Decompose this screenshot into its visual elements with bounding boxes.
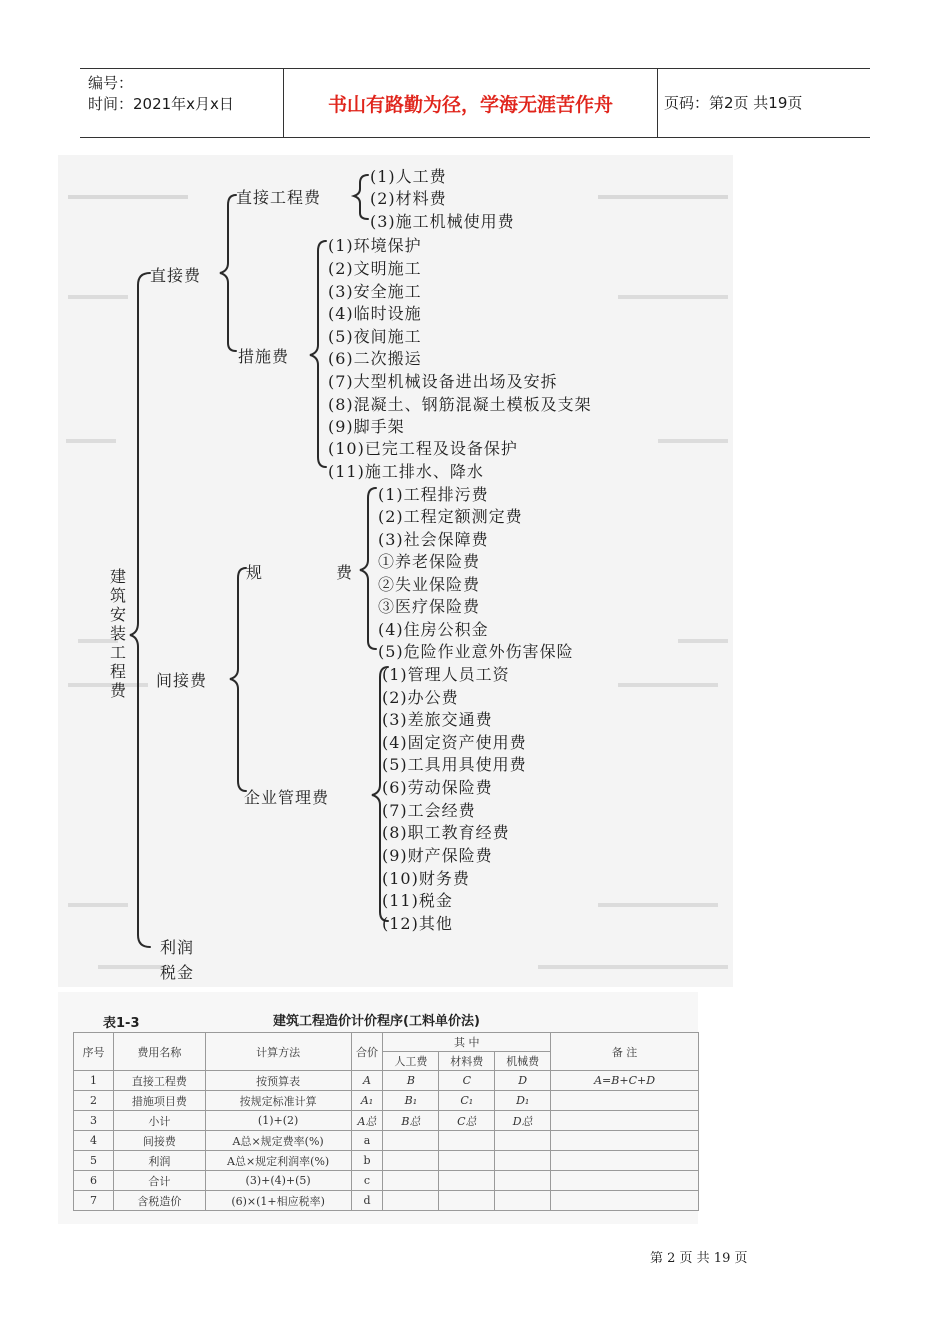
list-item: (2)材料费 [370, 189, 447, 208]
list-item: (12)其他 [382, 914, 453, 933]
cell-name: 利润 [113, 1151, 205, 1171]
list-item: (10)已完工程及设备保护 [328, 439, 518, 458]
direct-cost-label: 直接费 [150, 266, 202, 285]
list-item: (8)混凝土、钢筋混凝土模板及支架 [328, 395, 592, 414]
cell-total: A [351, 1071, 383, 1091]
list-item: (3)施工机械使用费 [370, 212, 515, 231]
cell-remark [551, 1171, 699, 1191]
cell-name: 间接费 [113, 1131, 205, 1151]
list-item: (1)管理人员工资 [382, 665, 510, 684]
table-header-row [74, 1033, 699, 1052]
cell-no: 5 [74, 1151, 114, 1171]
list-item: ③医疗保险费 [378, 597, 481, 616]
cell-machine [495, 1151, 551, 1171]
cell-labor [383, 1151, 439, 1171]
profit-label: 利润 [160, 938, 195, 957]
header-motto: 书山有路勤为径，学海无涯苦作舟 [283, 69, 658, 137]
cost-procedure-table [73, 1032, 699, 1211]
list-item: (1)人工费 [370, 167, 447, 186]
document-number-label: 编号： [88, 74, 134, 92]
header-among: 其 中 [383, 1033, 551, 1052]
list-item: (1)工程排污费 [378, 485, 489, 504]
cell-material [439, 1191, 495, 1211]
header-method: 计算方法 [205, 1033, 351, 1071]
cell-name: 措施项目费 [113, 1091, 205, 1111]
cell-labor [383, 1171, 439, 1191]
fees-label-b: 费 [336, 563, 354, 582]
cell-machine [495, 1191, 551, 1211]
cell-total: A总 [351, 1111, 383, 1131]
table-label: 表1-3 [103, 1016, 140, 1031]
cell-method: 按规定标准计算 [205, 1091, 351, 1111]
header-material: 材料费 [439, 1052, 495, 1071]
cell-method: A总×规定费率(%) [205, 1131, 351, 1151]
table-row [74, 1071, 699, 1091]
cell-name: 小计 [113, 1111, 205, 1131]
cell-material: C [439, 1071, 495, 1091]
page-header [80, 68, 870, 138]
cost-procedure-table-block [58, 992, 698, 1224]
page-footer: 第 2 页 共 19 页 [650, 1251, 748, 1266]
cell-remark [551, 1111, 699, 1131]
cell-method: A总×规定利润率(%) [205, 1151, 351, 1171]
cell-machine: D [495, 1071, 551, 1091]
cell-no: 3 [74, 1111, 114, 1131]
header-total: 合价 [351, 1033, 383, 1071]
table-row [74, 1131, 699, 1151]
list-item: (10)财务费 [382, 869, 470, 888]
table-row [74, 1151, 699, 1171]
header-machine: 机械费 [495, 1052, 551, 1071]
cell-no: 6 [74, 1171, 114, 1191]
cell-total: a [351, 1131, 383, 1151]
cell-no: 4 [74, 1131, 114, 1151]
table-row [74, 1091, 699, 1111]
table-row [74, 1111, 699, 1131]
list-item: (4)临时设施 [328, 304, 422, 323]
cell-method: (6)×(1+相应税率) [205, 1191, 351, 1211]
header-meta [88, 73, 234, 115]
direct-engineering-label: 直接工程费 [236, 188, 322, 207]
cell-no: 7 [74, 1191, 114, 1211]
cell-name: 合计 [113, 1171, 205, 1191]
cell-remark [551, 1151, 699, 1171]
document-date-label: 时间：2021年x月x日 [88, 95, 234, 113]
management-label: 企业管理费 [244, 788, 330, 807]
list-item: (11)税金 [382, 891, 453, 910]
cell-machine [495, 1171, 551, 1191]
indirect-cost-label: 间接费 [156, 671, 208, 690]
tax-label: 税金 [160, 963, 195, 982]
cell-no: 2 [74, 1091, 114, 1111]
cell-remark [551, 1131, 699, 1151]
root-label: 建筑安装工程费 [109, 567, 126, 700]
cell-machine [495, 1131, 551, 1151]
cell-labor [383, 1131, 439, 1151]
list-item: (9)脚手架 [328, 417, 405, 436]
list-item: (2)工程定额测定费 [378, 507, 523, 526]
list-item: (7)工会经费 [382, 801, 476, 820]
cell-remark: A=B+C+D [551, 1071, 699, 1091]
cell-machine: D₁ [495, 1091, 551, 1111]
table-title: 建筑工程造价计价程序(工料单价法) [273, 1014, 480, 1029]
cell-labor: B₁ [383, 1091, 439, 1111]
list-item: (1)环境保护 [328, 236, 422, 255]
header-name: 费用名称 [113, 1033, 205, 1071]
header-no: 序号 [74, 1033, 114, 1071]
cell-material [439, 1131, 495, 1151]
cell-material: C总 [439, 1111, 495, 1131]
list-item: ②失业保险费 [378, 575, 481, 594]
cell-material: C₁ [439, 1091, 495, 1111]
fees-label-a: 规 [246, 563, 264, 582]
list-item: (6)劳动保险费 [382, 778, 493, 797]
list-item: (6)二次搬运 [328, 349, 422, 368]
cell-name: 含税造价 [113, 1191, 205, 1211]
table-row [74, 1171, 699, 1191]
list-item: (11)施工排水、降水 [328, 462, 484, 481]
table-row [74, 1191, 699, 1211]
cell-machine: D总 [495, 1111, 551, 1131]
list-item: (4)住房公积金 [378, 620, 489, 639]
list-item: (2)办公费 [382, 688, 459, 707]
cell-total: A₁ [351, 1091, 383, 1111]
cell-remark [551, 1091, 699, 1111]
header-labor: 人工费 [383, 1052, 439, 1071]
list-item: (5)危险作业意外伤害保险 [378, 642, 574, 661]
list-item: (2)文明施工 [328, 259, 422, 278]
header-remark: 备 注 [551, 1033, 699, 1071]
list-item: (4)固定资产使用费 [382, 733, 527, 752]
list-item: (3)安全施工 [328, 282, 422, 301]
list-item: ①养老保险费 [378, 552, 481, 571]
list-item: (3)差旅交通费 [382, 710, 493, 729]
cell-name: 直接工程费 [113, 1071, 205, 1091]
cell-material [439, 1171, 495, 1191]
cost-structure-diagram [58, 155, 733, 987]
list-item: (3)社会保障费 [378, 530, 489, 549]
cell-labor: B总 [383, 1111, 439, 1131]
cell-total: d [351, 1191, 383, 1211]
cell-method: 按预算表 [205, 1071, 351, 1091]
measures-label: 措施费 [238, 347, 290, 366]
cell-labor: B [383, 1071, 439, 1091]
list-item: (5)工具用具使用费 [382, 755, 527, 774]
cell-method: (3)+(4)+(5) [205, 1171, 351, 1191]
cell-remark [551, 1191, 699, 1211]
header-page-label: 页码：第2页 共19页 [664, 94, 803, 112]
list-item: (7)大型机械设备进出场及安拆 [328, 372, 558, 391]
cell-total: c [351, 1171, 383, 1191]
cell-total: b [351, 1151, 383, 1171]
cell-labor [383, 1191, 439, 1211]
list-item: (9)财产保险费 [382, 846, 493, 865]
cell-method: (1)+(2) [205, 1111, 351, 1131]
cell-material [439, 1151, 495, 1171]
cell-no: 1 [74, 1071, 114, 1091]
list-item: (5)夜间施工 [328, 327, 422, 346]
list-item: (8)职工教育经费 [382, 823, 510, 842]
